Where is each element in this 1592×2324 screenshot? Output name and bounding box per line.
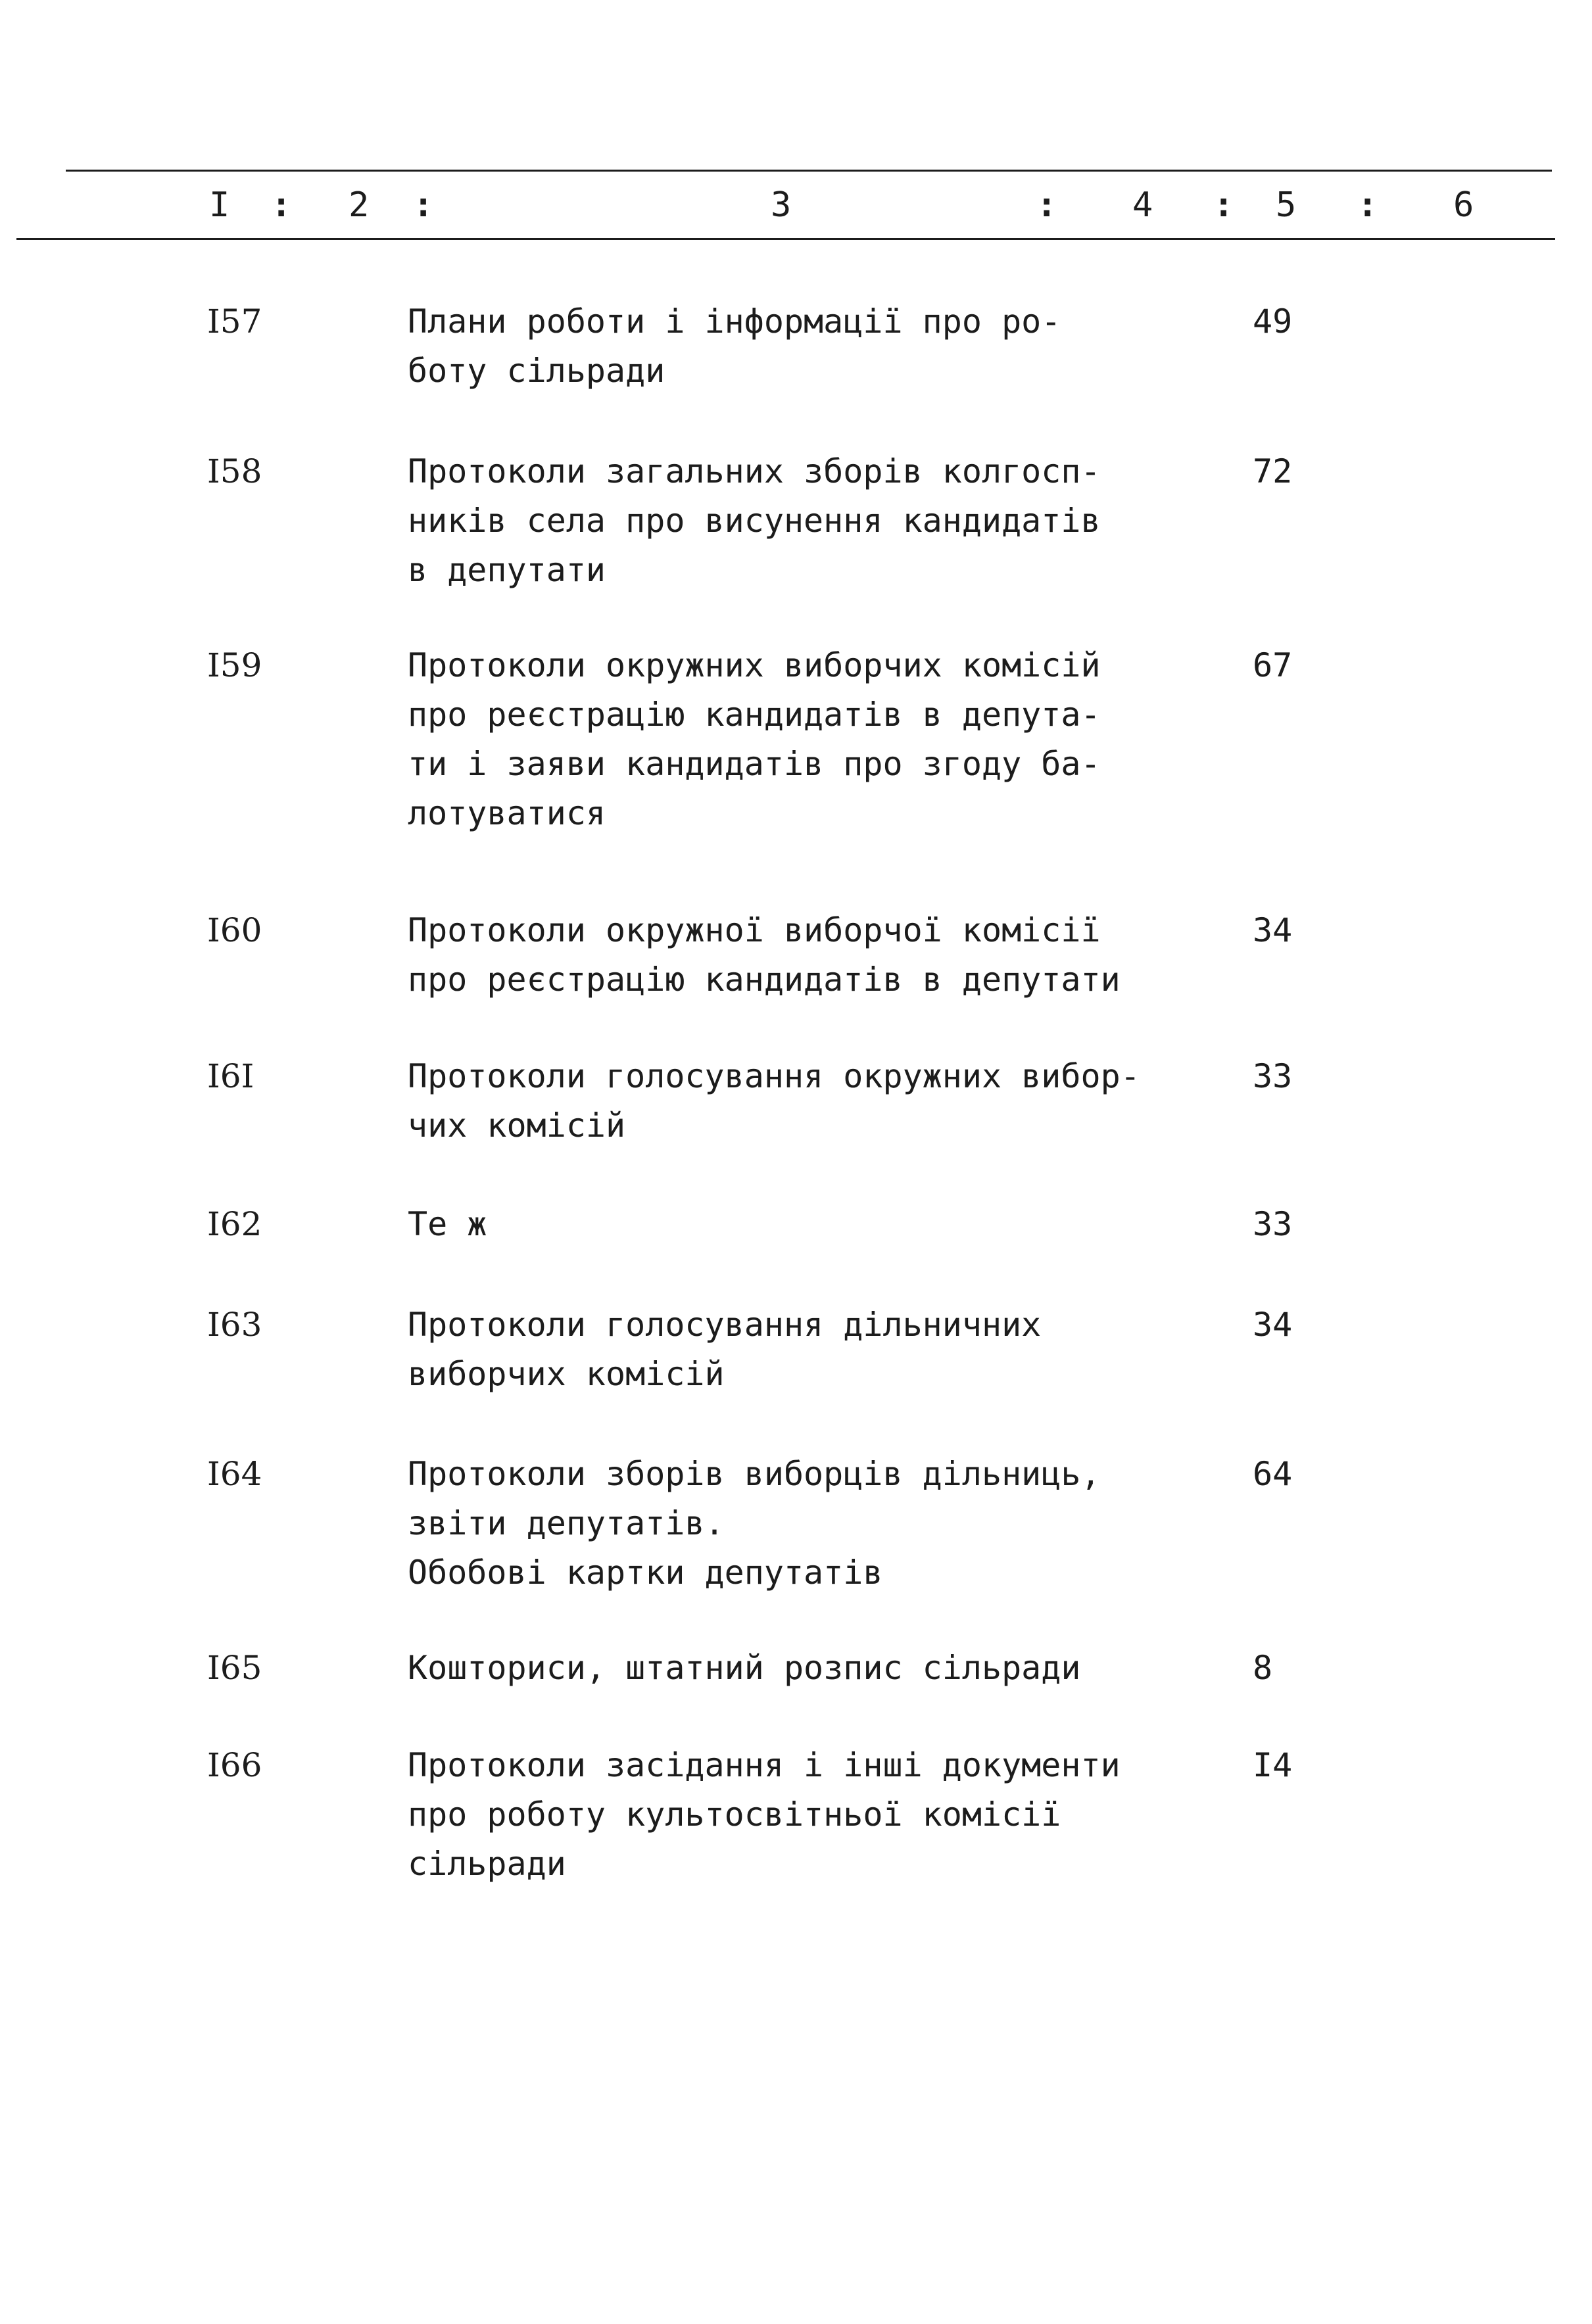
row-number: I64 bbox=[207, 1455, 262, 1493]
header-separator: : bbox=[1357, 185, 1378, 225]
row-sheets: 72 bbox=[1253, 452, 1293, 490]
row-title: Кошториси, штатний розпис сільради bbox=[408, 1649, 1081, 1687]
row-number: I63 bbox=[207, 1306, 262, 1344]
row-title: Протоколи голосування окружних вибор- чих комісій bbox=[408, 1057, 1140, 1145]
row-title: Протоколи окружних виборчих комісій про реєстрацію кандидатів в депута- ти і заяви кандидатів про згоду ба- лотуватися bbox=[408, 646, 1101, 832]
header-bottom-rule bbox=[16, 238, 1555, 240]
row-sheets: 34 bbox=[1253, 1306, 1293, 1344]
header-separator: : bbox=[1213, 185, 1234, 225]
row-number: I65 bbox=[207, 1649, 262, 1687]
row-number: I60 bbox=[207, 911, 262, 949]
row-number: I62 bbox=[207, 1205, 262, 1243]
header-separator: : bbox=[413, 185, 434, 225]
row-number: I59 bbox=[207, 646, 262, 684]
row-title: Протоколи голосування дільничних виборчих комісій bbox=[408, 1306, 1042, 1393]
header-col-6: 6 bbox=[1453, 185, 1474, 225]
header-separator: : bbox=[271, 185, 292, 225]
row-sheets: 33 bbox=[1253, 1205, 1293, 1243]
row-title: Протоколи засідання і інші документи про роботу культосвітньої комісії сільради bbox=[408, 1746, 1121, 1883]
row-sheets: 49 bbox=[1253, 302, 1293, 341]
row-title: Протоколи окружної виборчої комісії про реєстрацію кандидатів в депутати bbox=[408, 911, 1121, 999]
row-title: Те ж bbox=[408, 1205, 487, 1243]
row-sheets: I4 bbox=[1253, 1746, 1293, 1784]
row-sheets: 67 bbox=[1253, 646, 1293, 684]
row-sheets: 34 bbox=[1253, 911, 1293, 949]
row-title: Плани роботи і інформації про ро- боту сільради bbox=[408, 302, 1061, 390]
row-title: Протоколи зборів виборців дільниць, звіти депутатів. Обобові картки депутатів bbox=[408, 1455, 1101, 1592]
header-col-2: 2 bbox=[349, 185, 370, 225]
row-number: I66 bbox=[207, 1746, 262, 1784]
row-sheets: 8 bbox=[1253, 1649, 1273, 1687]
header-col-1: I bbox=[209, 185, 230, 225]
header-separator: : bbox=[1036, 185, 1057, 225]
row-sheets: 33 bbox=[1253, 1057, 1293, 1095]
header-col-3: 3 bbox=[771, 185, 792, 225]
header-col-4: 4 bbox=[1132, 185, 1153, 225]
row-number: I6I bbox=[207, 1057, 254, 1095]
row-sheets: 64 bbox=[1253, 1455, 1293, 1493]
row-title: Протоколи загальних зборів колгосп- ників села про висунення кандидатів в депутати bbox=[408, 452, 1101, 589]
row-number: I58 bbox=[207, 452, 262, 490]
header-top-rule bbox=[66, 170, 1552, 172]
header-col-5: 5 bbox=[1276, 185, 1297, 225]
row-number: I57 bbox=[207, 302, 262, 341]
